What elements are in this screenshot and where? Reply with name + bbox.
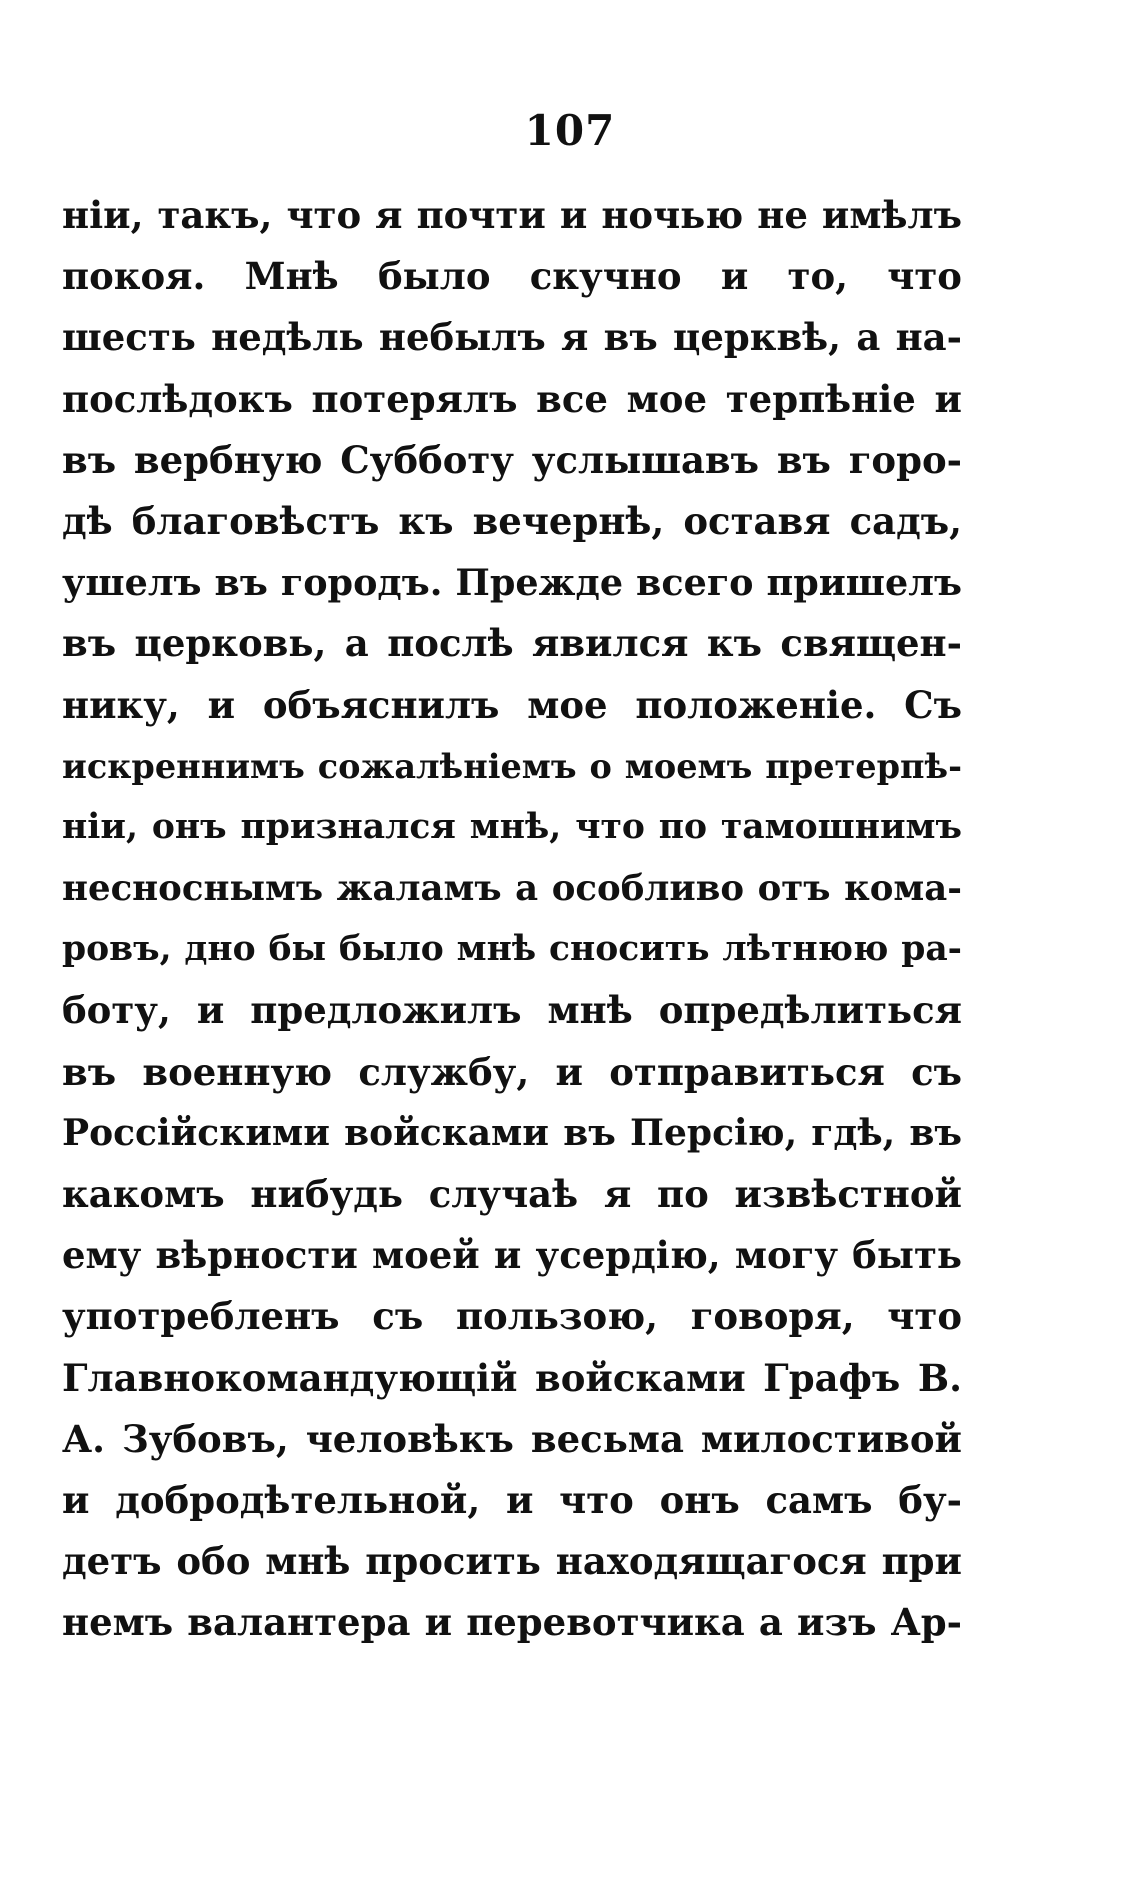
text-line: употребленъ съ пользою, говоря, что [62,1294,962,1339]
text-line: детъ обо мнѣ просить находящагося при [62,1539,962,1584]
text-line: нику, и объяснилъ мое положенiе. Съ [62,682,962,727]
text-line: нiи, онъ признался мнѣ, что по тамошнимъ [62,806,962,847]
body-text [62,185,962,1654]
text-line: ушелъ въ городъ. Прежде всего пришелъ [62,561,962,605]
text-line: послѣдокъ потерялъ все мое терпѣнiе и [62,376,962,421]
text-line: дѣ благовѣстъ къ вечернѣ, оставя садъ, [62,498,962,543]
text-line: Главнокомандующiй войсками Графъ В. [62,1355,962,1400]
text-line: въ вербную Субботу услышавъ въ горо- [62,437,962,482]
text-line: шесть недѣль небылъ я въ церквѣ, а на- [62,315,962,360]
text-line: А. Зубовъ, человѣкъ весьма милостивой [62,1416,962,1461]
text-line: въ церковь, а послѣ явился къ священ- [62,621,962,666]
text-line: ровъ, дно бы было мнѣ сносить лѣтнюю ра- [62,929,962,970]
text-line: несноснымъ жаламъ а особливо отъ кома- [62,868,962,910]
text-line: покоя. Мнѣ было скучно и то, что [62,254,962,299]
text-line: какомъ нибудь случаѣ я по извѣстной [62,1172,962,1216]
page-number: 107 [524,106,616,155]
text-line: и добродѣтельной, и что онъ самъ бу- [62,1477,962,1522]
text-line: Россiйскими войсками въ Персiю, гдѣ, въ [62,1111,962,1154]
text-line: нiи, такъ, что я почти и ночью не имѣлъ [62,193,962,237]
text-line: немъ валантера и перевотчика а изъ Ар- [62,1600,962,1645]
text-line: ему вѣрности моей и усердiю, могу быть [62,1233,962,1278]
text-line: искреннимъ сожалѣнiемъ о моемъ претерпѣ- [62,746,962,786]
text-line: въ военную службу, и отправиться съ [62,1049,962,1094]
text-line: боту, и предложилъ мнѣ опредѣлиться [62,988,962,1033]
